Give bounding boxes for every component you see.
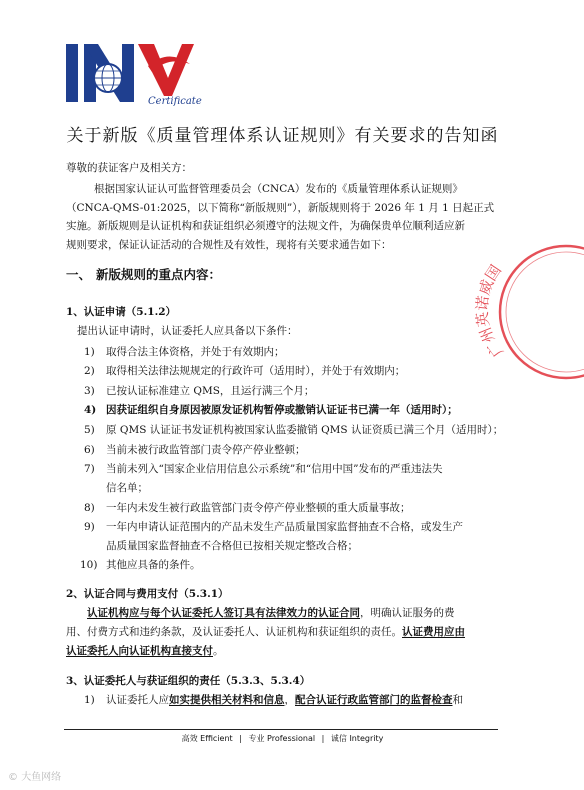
intro-line-2: （CNCA-QMS-01:2025，以下简称“新版规则”），新版规则将于 2026 年 1 月 1 日起正式: [66, 202, 495, 214]
list-item: 6) 当前未被行政监管部门责令停产停业整顿；: [84, 444, 306, 456]
subsection-1-lead: 提出认证申请时，认证委托人应具备以下条件：: [77, 325, 298, 337]
intro-line-1: 根据国家认证认可监督管理委员会（CNCA）发布的《质量管理体系认证规则》: [94, 183, 463, 195]
section-one-number: 一、: [66, 267, 92, 282]
footer-tagline: [0, 733, 565, 744]
list-item: 1) 取得合法主体资格，并处于有效期内；: [84, 346, 285, 358]
list-item: 9) 一年内申请认证范围内的产品未发生产品质量国家监督抽查不合格，或发生产: [84, 521, 463, 533]
subsection-2-line-2: 用、付费方式和违约条款，及认证委托人、认证机构和获证组织的责任。认证费用应由: [66, 626, 465, 638]
footer-separator: |: [321, 734, 325, 743]
list-item: 7) 当前未列入“国家企业信用信息公示系统”和“信用中国”发布的严重违法失: [84, 463, 443, 475]
subsection-3-item-1: 1) 认证委托人应如实提供相关材料和信息，配合认证行政监管部门的监督检查和: [84, 694, 463, 706]
footer-divider: [64, 729, 498, 730]
document-title: 关于新版《质量管理体系认证规则》有关要求的告知函: [66, 126, 499, 146]
footer-integrity: 诚信 Integrity: [330, 734, 384, 743]
footer-efficient: 高效 Efficient: [181, 734, 233, 743]
inv-logo-graphic: [64, 38, 202, 110]
list-item: 品质量国家监督抽查不合格但已按相关规定整改合格；: [106, 540, 358, 552]
list-item: 信名单；: [106, 482, 148, 494]
intro-line-4: 规则要求，保证认证活动的合规性及有效性，现将有关要求通告如下：: [66, 239, 392, 251]
section-one-title: 新版规则的重点内容：: [96, 267, 222, 282]
subsection-2-line-1: 认证机构应与每个认证委托人签订具有法律效力的认证合同，明确认证服务的费: [87, 607, 455, 619]
watermark-icon: ©: [8, 772, 18, 783]
list-item: 5) 原 QMS 认证证书发证机构被国家认监委撤销 QMS 认证资质已满三个月（适用时）；: [84, 424, 504, 436]
company-logo: [64, 38, 202, 110]
list-item: 10) 其他应具备的条件。: [80, 559, 201, 571]
logo-script-text: Certificate: [148, 96, 202, 107]
list-item: 2) 取得相关法律法规规定的行政许可（适用时），并处于有效期内；: [84, 365, 406, 377]
subsection-2-heading: 2、认证合同与费用支付（5.3.1）: [66, 588, 229, 600]
company-seal-stamp: [474, 240, 584, 380]
salutation: 尊敬的获证客户及相关方：: [66, 162, 192, 174]
section-one-heading: [66, 265, 221, 283]
subsection-3-heading: 3、认证委托人与获证组织的责任（5.3.3、5.3.4）: [66, 675, 311, 687]
subsection-1-heading: 1、认证申请（5.1.2）: [66, 306, 177, 318]
list-item: 3) 已按认证标准建立 QMS，且运行满三个月；: [84, 385, 315, 397]
subsection-2-line-3: 认证委托人向认证机构直接支付。: [66, 645, 224, 657]
list-item: 8) 一年内未发生被行政监管部门责令停产停业整顿的重大质量事故；: [84, 502, 411, 514]
footer-separator: |: [239, 734, 242, 743]
list-item: 4) 因获证组织自身原因被原发证机构暂停或撤销认证证书已满一年（适用时）；: [84, 404, 458, 416]
intro-line-3: 实施。新版规则是认证机构和获证组织必须遵守的法规文件，为确保贵单位顺利适应新: [66, 220, 465, 232]
svg-text:广州英诺威国: 广州英诺威国: [474, 261, 507, 361]
footer-professional: 专业 Professional: [248, 734, 316, 743]
watermark-text: 大鱼网络: [21, 772, 62, 783]
watermark: [8, 768, 61, 783]
